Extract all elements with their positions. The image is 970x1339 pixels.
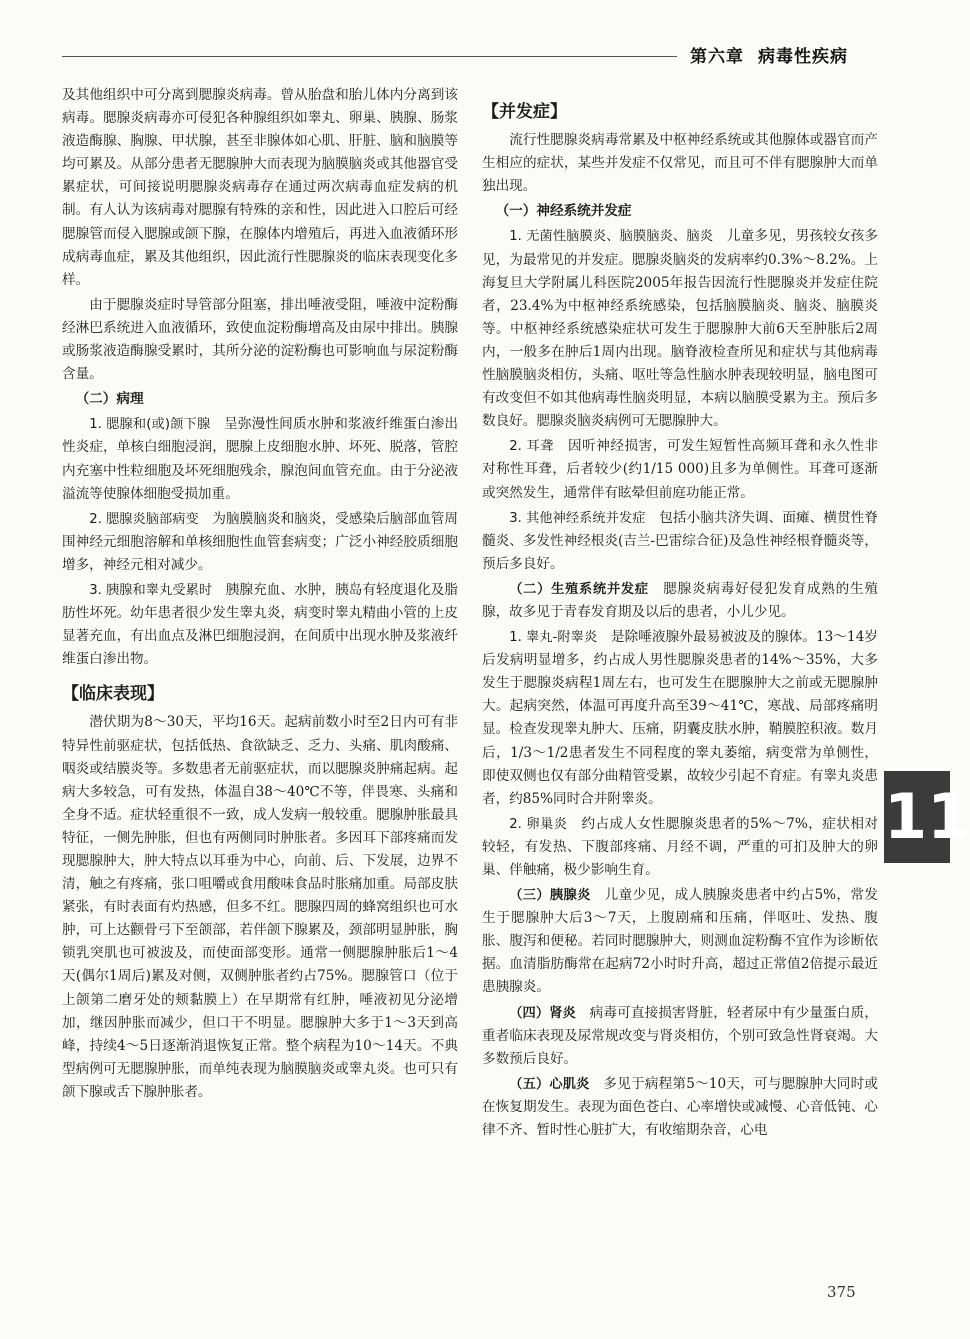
item-body: 儿童少见，成人胰腺炎患者中约占5%，常发生于腮腺肿大后3～7天，上腹剧痛和压痛，伴呕吐、发热、腹胀、腹泻和便秘。若同时腮腺肿大，则测血淀粉酶不宜作为诊断依据。血清脂肪酶常在起病72小时时升高，超过正常值2倍提示最近患胰腺炎。: [482, 887, 878, 996]
paragraph: 由于腮腺炎症时导管部分阻塞，排出唾液受阻，唾液中淀粉酶经淋巴系统进入血液循环，致使血淀粉酶增高及由尿中排出。胰腺或肠浆液造酶腺受累时，其所分泌的淀粉酶也可影响血与尿淀粉酶含量。: [62, 296, 458, 383]
chapter-title: 病毒性疾病: [758, 47, 848, 67]
pathology-item-1: [62, 413, 458, 505]
subsection-title-nephritis: （四）肾炎: [509, 1005, 576, 1021]
item-body: 病毒可直接损害肾脏，轻者尿中有少量蛋白质，重者临床表现及尿常规改变与肾炎相仿，个别可致急性肾衰竭。大多数预后良好。: [482, 1004, 879, 1067]
item-body: 因听神经损害，可发生短暂性高频耳聋和永久性非对称性耳聋，后者较少(约1/15 000)且多为单侧性。耳聋可逐渐或突然发生，通常伴有眩晕但前庭功能正常。: [482, 438, 879, 501]
nephritis-paragraph: [482, 1002, 878, 1071]
item-body: 胰腺充血、水肿，胰岛有轻度退化及脂肪性坏死。幼年患者很少发生睾丸炎，病变时睾丸精曲小管的上皮显著充血，有出血点及淋巴细胞浸润，在间质中出现水肿及浆液纤维蛋白渗出物。: [62, 581, 459, 668]
pathology-item-3: [62, 579, 458, 671]
section-title-complications: 【并发症】: [482, 102, 567, 122]
header-rule: [62, 56, 677, 57]
paragraph: 潜伏期为8～30天，平均16天。起病前数小时至2日内可有非特异性前驱症状，包括低热、食欲缺乏、乏力、头痛、肌肉酸痛、咽炎或结膜炎等。多数患者无前驱症状，而以腮腺炎肿痛起病。起病大多较急，可有发热，体温自38～40℃不等，伴畏寒、头痛和全身不适。症状轻重很不一致，成人发病一般较重。腮腺肿胀最具特征，一侧先肿胀，但也有两侧同时肿胀者。多因耳下部疼痛而发现腮腺肿大，肿大特点以耳垂为中心，向前、后、下发展，边界不清，触之有疼痛，张口咀嚼或食用酸味食品时胀痛加重。局部皮肤紧张，有时表面有灼热感，但多不红。腮腺四周的蜂窝组织也可水肿，可上达颧骨弓下至颌部，若伴颌下腺累及，颈部明显肿胀，胸锁乳突肌也可被波及，而使面部变形。通常一侧腮腺肿胀后1～4天(偶尔1周后)累及对侧，双侧肿胀者约占75%。腮腺管口（位于上颌第二磨牙处的颊黏膜上）在早期常有红肿，唾液初见分泌增加，继因肿胀而减少，但口干不明显。腮腺肿大多于1～3天到高峰，持续4～5日逐渐消退恢复正常。整个病程为10～14天。不典型病例可无腮腺肿胀，而单纯表现为脑膜脑炎或睾丸炎。也可只有颌下腺或舌下腺肿胀者。: [62, 714, 458, 1100]
pathology-item-2: [62, 508, 458, 577]
paragraph: 流行性腮腺炎病毒常累及中枢神经系统或其他腺体或器官而产生相应的症状，某些并发症不仅常见，而且可不伴有腮腺肿大而单独出现。: [482, 132, 878, 195]
section-title-clinical: 【临床表现】: [62, 684, 164, 705]
left-column: [62, 84, 458, 1106]
item-lead: 2. 卵巢炎: [509, 816, 568, 832]
item-body: 约占成人女性腮腺炎患者的5%～7%，症状相对较轻，有发热、下腹部疼痛、月经不调，严重的可扪及肿大的卵巢、伴触痛，极少影响生育。: [482, 815, 879, 878]
page-number: 375: [827, 1283, 856, 1301]
item-lead: 2. 腮腺炎脑部病变: [89, 511, 199, 527]
item-lead: 1. 腮腺和(或)颌下腺: [89, 417, 211, 433]
myocarditis-paragraph: [482, 1073, 878, 1142]
reproductive-intro: [482, 578, 878, 624]
paragraph: 及其他组织中可分离到腮腺炎病毒。曾从胎盘和胎儿体内分离到该病毒。腮腺炎病毒亦可侵犯各种腺组织如睾丸、卵巢、胰腺、肠浆液造酶腺、胸腺、甲状腺，甚至非腺体如心肌、肝脏、脑和脑膜等均可累及。从部分患者无腮腺肿大而表现为脑膜脑炎或其他器官受累症状，可间接说明腮腺炎病毒存在通过两次病毒血症发病的机制。有人认为该病毒对腮腺有特殊的亲和性，因此进入口腔后可经腮腺管而侵入腮腺或颌下腺，在腺体内增殖后，再进入血液循环形成病毒血症，累及其他组织，因此流行性腮腺炎的临床表现变化多样。: [62, 87, 458, 288]
item-body: 儿童多见，男孩较女孩多见，为最常见的并发症。腮腺炎脑炎的发病率约0.3%～8.2%。上海复旦大学附属儿科医院2005年报告因流行性腮腺炎并发症住院者，23.4%为中枢神经系统感染，包括脑膜脑炎、脑炎、脑膜炎等。中枢神经系统感染症状可发生于腮腺肿大前6天至肿胀后2周内，一般多在肿后1周内出现。脑脊液检查所见和症状与其他病毒性脑膜脑炎相仿，头痛、呕吐等急性脑水肿表现较明显，脑电图可有改变但不如其他病毒性脑炎明显，本病以脑膜受累为主。预后多数良好。腮腺炎脑炎病例可无腮腺肿大。: [482, 228, 879, 430]
item-body: 多见于病程第5～10天，可与腮腺肿大同时或在恢复期发生。表现为面色苍白、心率增快或减慢、心音低钝、心律不齐、暂时性心脏扩大，有收缩期杂音，心电: [482, 1075, 879, 1139]
subsection-title-reproductive: （二）生殖系统并发症: [509, 581, 649, 597]
subsection-title-pancreatitis: （三）胰腺炎: [509, 888, 591, 904]
item-body: 为脑膜脑炎和脑炎，受感染后脑部血管周围神经元细胞溶解和单核细胞性血管套病变；广泛小神经胶质细胞增多，神经元相对减少。: [62, 510, 459, 573]
item-body: 腮腺炎病毒好侵犯发育成熟的生殖腺，故多见于青春发育期及以后的患者，小儿少见。: [482, 580, 879, 620]
pancreatitis-paragraph: [482, 884, 878, 999]
reproductive-item-1: [482, 626, 878, 811]
chapter-label: 第六章: [690, 47, 744, 67]
item-lead: 2. 耳聋: [509, 439, 554, 455]
subsection-title-myocarditis: （五）心肌炎: [509, 1076, 590, 1092]
running-header: [690, 42, 848, 67]
subsection-title-pathology: （二）病理: [75, 391, 144, 408]
nervous-item-1: [482, 225, 878, 433]
nervous-item-3: [482, 507, 878, 576]
right-column: [482, 84, 878, 1144]
item-lead: 1. 无菌性脑膜炎、脑膜脑炎、脑炎: [509, 229, 714, 245]
reproductive-item-2: [482, 813, 878, 882]
item-body: 包括小脑共济失调、面瘫、横贯性脊髓炎、多发性神经根炎(吉兰-巴雷综合征)及急性神经根脊髓炎等，预后多良好。: [482, 509, 879, 572]
item-lead: 1. 睾丸-附睾炎: [509, 630, 598, 646]
item-body: 呈弥漫性间质水肿和浆液纤维蛋白渗出性炎症，单核白细胞浸润，腮腺上皮细胞水肿、坏死、脱落，管腔内充塞中性粒细胞及坏死细胞残余，腺泡间血管充血。由于分泌液溢流等使腺体细胞受损加重。: [62, 416, 459, 502]
chapter-tab: 11: [884, 771, 950, 863]
item-lead: 3. 其他神经系统并发症: [509, 510, 646, 526]
nervous-item-2: [482, 435, 878, 504]
subsection-title-nervous: （一）神经系统并发症: [495, 203, 632, 220]
item-lead: 3. 胰腺和睾丸受累时: [89, 582, 213, 598]
item-body: 是除唾液腺外最易被波及的腺体。13～14岁后发病明显增多，约占成人男性腮腺炎患者的14%～35%，大多发生于腮腺炎病程1周左右，也可发生在腮腺肿大之前或无腮腺肿大。起病突然，体温可再度升高至39～41℃，寒战、局部疼痛明显。检查发现睾丸肿大、压痛，阴囊皮肤水肿，鞘膜腔积液。数月后，1/3～1/2患者发生不同程度的睾丸萎缩，病变常为单侧性，即使双侧也仅有部分曲精管受累，故较少引起不育症。有睾丸炎患者，约85%同时合并附睾炎。: [482, 629, 879, 807]
